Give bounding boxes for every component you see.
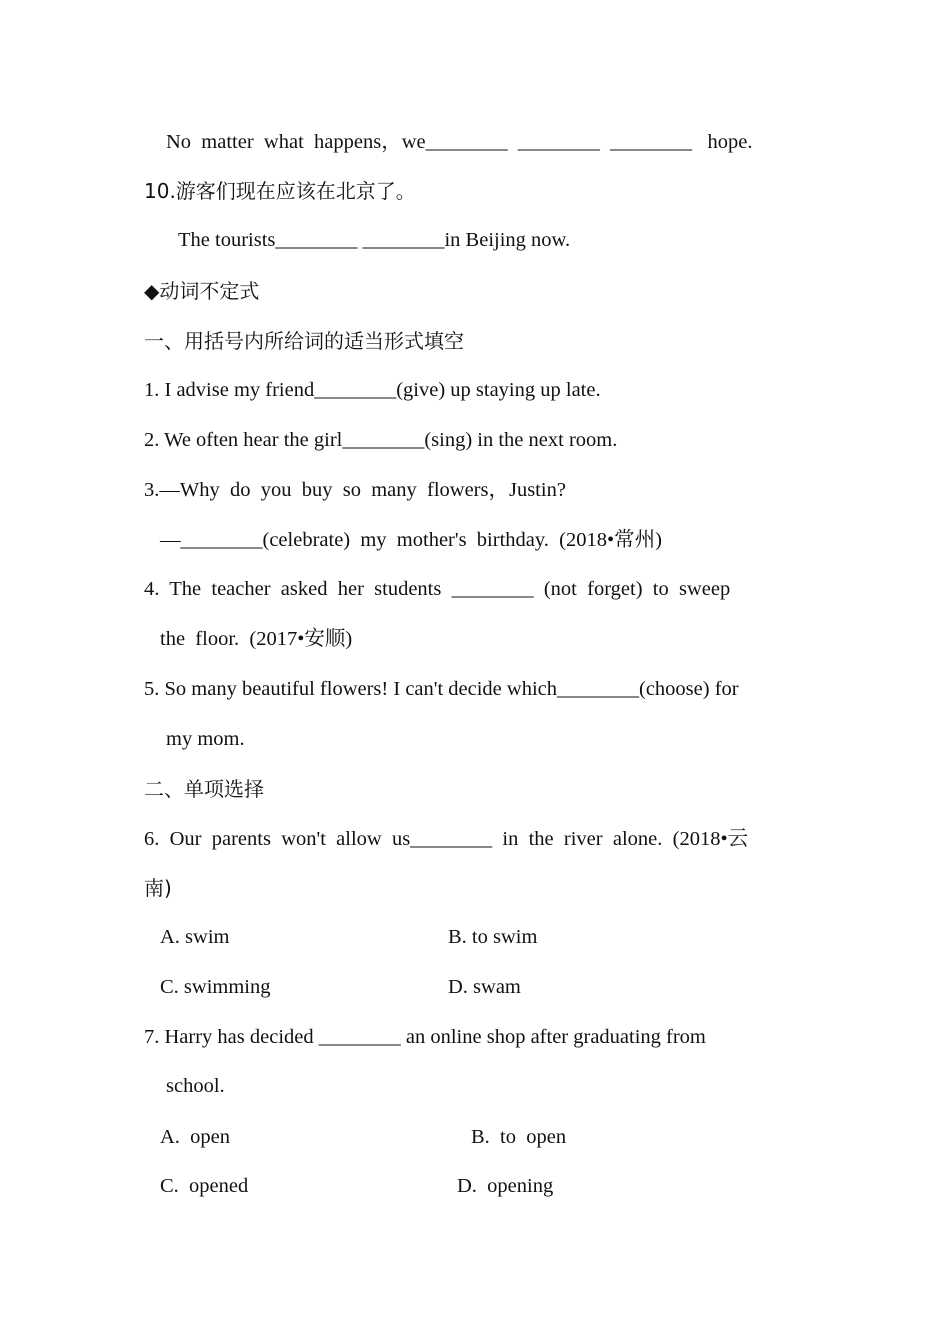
question-7-line-2: school. bbox=[166, 1075, 225, 1097]
part-two-heading: 二、单项选择 bbox=[144, 777, 264, 801]
q6-option-d: D. swam bbox=[448, 976, 521, 998]
part-one-heading: 一、用括号内所给词的适当形式填空 bbox=[144, 329, 464, 353]
question-4-line-2: the floor. (2017•安顺) bbox=[160, 628, 353, 650]
q10-english-sentence: The tourists________ ________in Beijing now. bbox=[178, 229, 571, 251]
q9-english-sentence: No matter what happens，we________ ________ ________ hope. bbox=[166, 131, 753, 153]
q7-option-d: D. opening bbox=[457, 1175, 554, 1197]
question-2: 2. We often hear the girl________(sing) in the next room. bbox=[144, 429, 618, 451]
question-1: 1. I advise my friend________(give) up staying up late. bbox=[144, 379, 601, 401]
section-title-infinitive: ◆动词不定式 bbox=[144, 279, 260, 303]
question-5-line-1: 5. So many beautiful flowers! I can't decide which________(choose) for bbox=[144, 678, 739, 700]
q6-option-c: C. swimming bbox=[160, 976, 271, 998]
q7-option-a: A. open bbox=[160, 1126, 231, 1148]
q7-option-c: C. opened bbox=[160, 1175, 249, 1197]
question-5-line-2: my mom. bbox=[166, 728, 245, 750]
question-7-line-1: 7. Harry has decided ________ an online shop after graduating from bbox=[144, 1026, 706, 1048]
question-6-line-2: 南) bbox=[144, 876, 172, 900]
question-4-line-1: 4. The teacher asked her students ________ (not forget) to sweep bbox=[144, 578, 731, 600]
q6-option-b: B. to swim bbox=[448, 926, 538, 948]
question-6-line-1: 6. Our parents won't allow us________ in the river alone. (2018•云 bbox=[144, 828, 749, 850]
q7-option-b: B. to open bbox=[471, 1126, 567, 1148]
q6-option-a: A. swim bbox=[160, 926, 230, 948]
question-3-line-1: 3.—Why do you buy so many flowers，Justin? bbox=[144, 479, 566, 501]
question-3-line-2: —________(celebrate) my mother's birthday. (2018•常州) bbox=[160, 529, 662, 551]
q10-chinese-sentence: 10.游客们现在应该在北京了。 bbox=[144, 179, 416, 203]
